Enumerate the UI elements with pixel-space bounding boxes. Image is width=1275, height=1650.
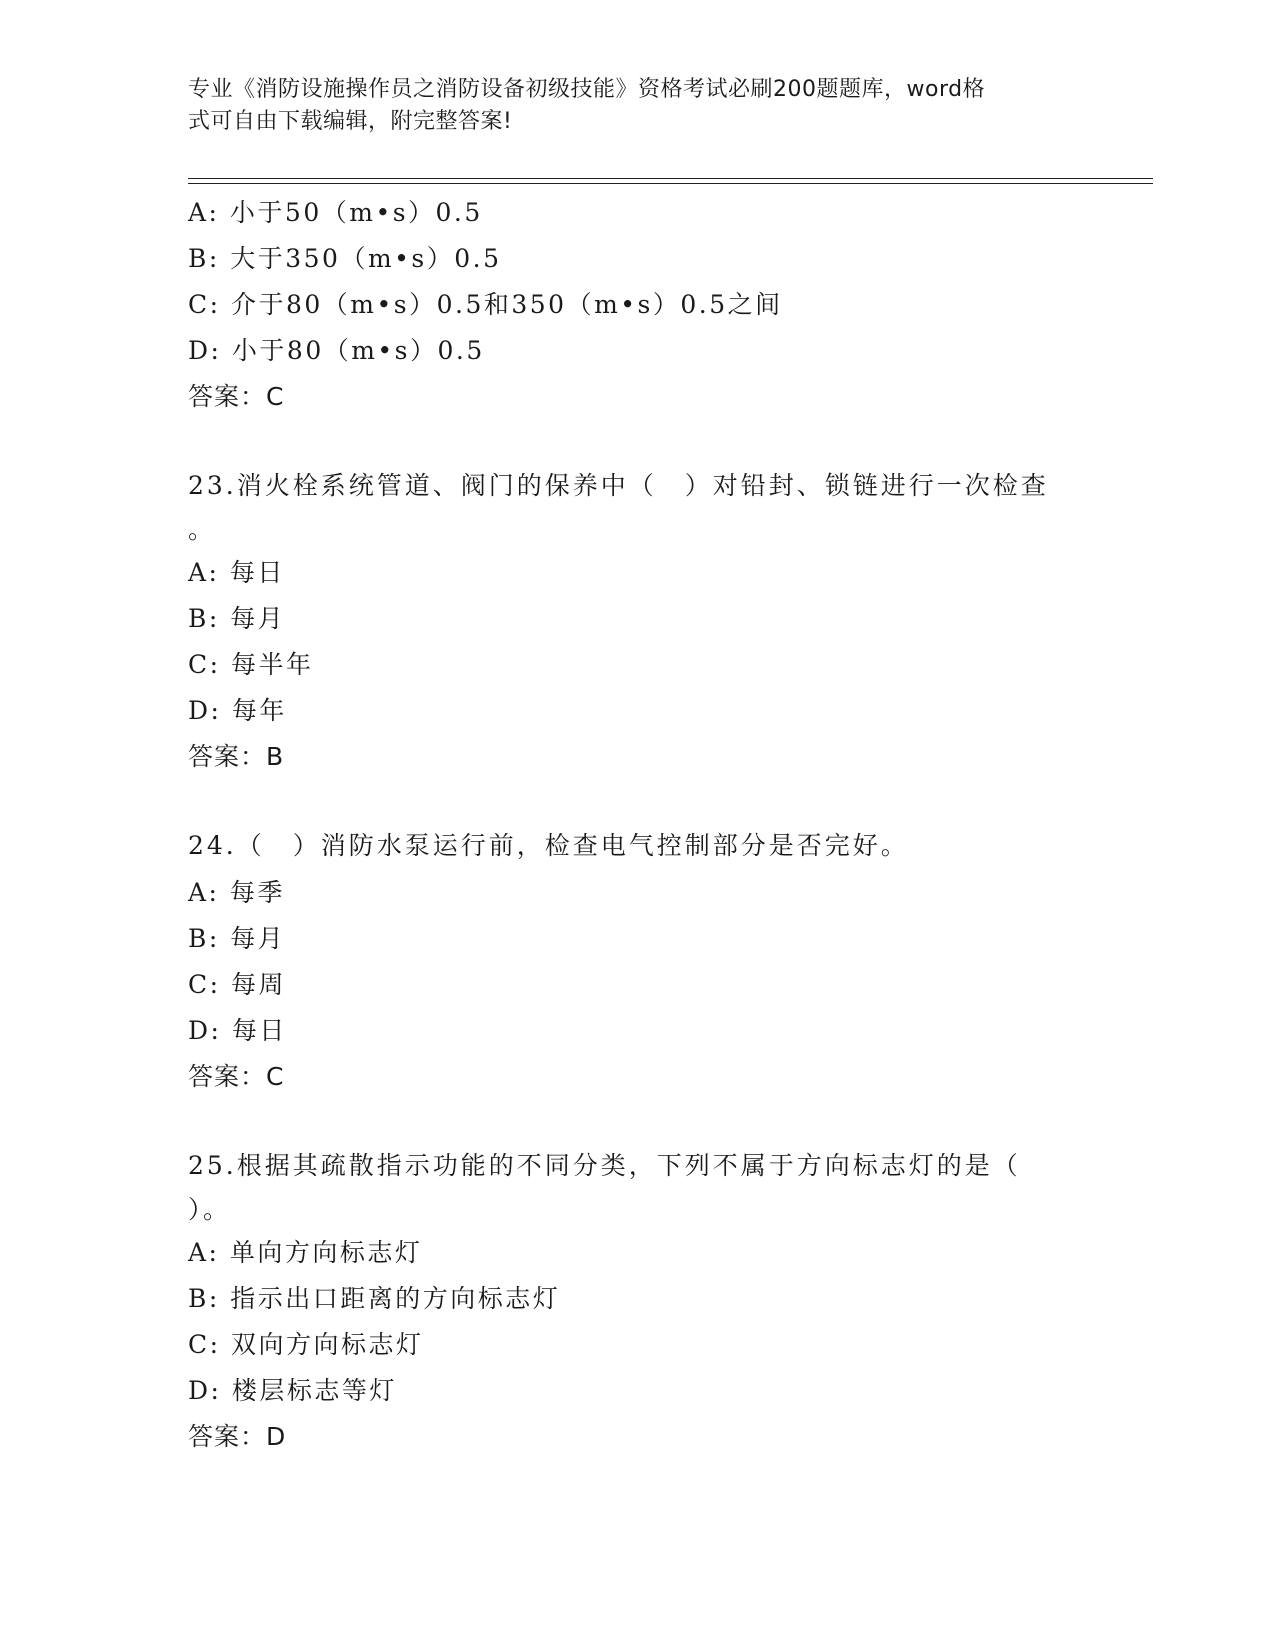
- option-b: B: 大于350（m•s）0.5: [188, 244, 502, 273]
- answer: 答案：C: [188, 382, 285, 411]
- question-stem: 25.根据其疏散指示功能的不同分类，下列不属于方向标志灯的是（: [188, 1151, 1021, 1180]
- question-25: [188, 1142, 1088, 1460]
- question-24: [188, 822, 1088, 1100]
- option-d: D: 楼层标志等灯: [188, 1376, 397, 1405]
- question-stem-continued: ）。: [188, 1195, 231, 1224]
- option-c: C: 每周: [188, 970, 286, 999]
- answer: 答案：B: [188, 742, 285, 771]
- option-a: A: 每季: [188, 878, 285, 907]
- header-line-2: 式可自由下载编辑，附完整答案!: [188, 109, 513, 134]
- question-stem-continued: 。: [188, 515, 216, 544]
- option-a: A: 单向方向标志灯: [188, 1238, 423, 1267]
- header-divider: [188, 178, 1153, 184]
- option-c: C: 双向方向标志灯: [188, 1330, 424, 1359]
- option-d: D: 小于80（m•s）0.5: [188, 336, 485, 365]
- question-23: [188, 462, 1088, 780]
- answer: 答案：D: [188, 1422, 287, 1451]
- option-a: A: 小于50（m•s）0.5: [188, 198, 483, 227]
- question-stem: 24.（ ）消防水泵运行前，检查电气控制部分是否完好。: [188, 831, 909, 860]
- document-header: [188, 74, 1068, 138]
- answer: 答案：C: [188, 1062, 285, 1091]
- option-d: D: 每日: [188, 1016, 287, 1045]
- option-b: B: 每月: [188, 924, 286, 953]
- option-a: A: 每日: [188, 558, 285, 587]
- option-c: C: 介于80（m•s）0.5和350（m•s）0.5之间: [188, 290, 783, 319]
- question-stem: 23.消火栓系统管道、阀门的保养中（ ）对铅封、锁链进行一次检查: [188, 471, 1049, 500]
- option-d: D: 每年: [188, 696, 287, 725]
- option-b: B: 指示出口距离的方向标志灯: [188, 1284, 561, 1313]
- header-line-1: 专业《消防设施操作员之消防设备初级技能》资格考试必刷200题题库，word格: [188, 77, 986, 102]
- question-list: [188, 190, 1088, 1460]
- option-b: B: 每月: [188, 604, 286, 633]
- option-c: C: 每半年: [188, 650, 314, 679]
- question-22: [188, 190, 1088, 420]
